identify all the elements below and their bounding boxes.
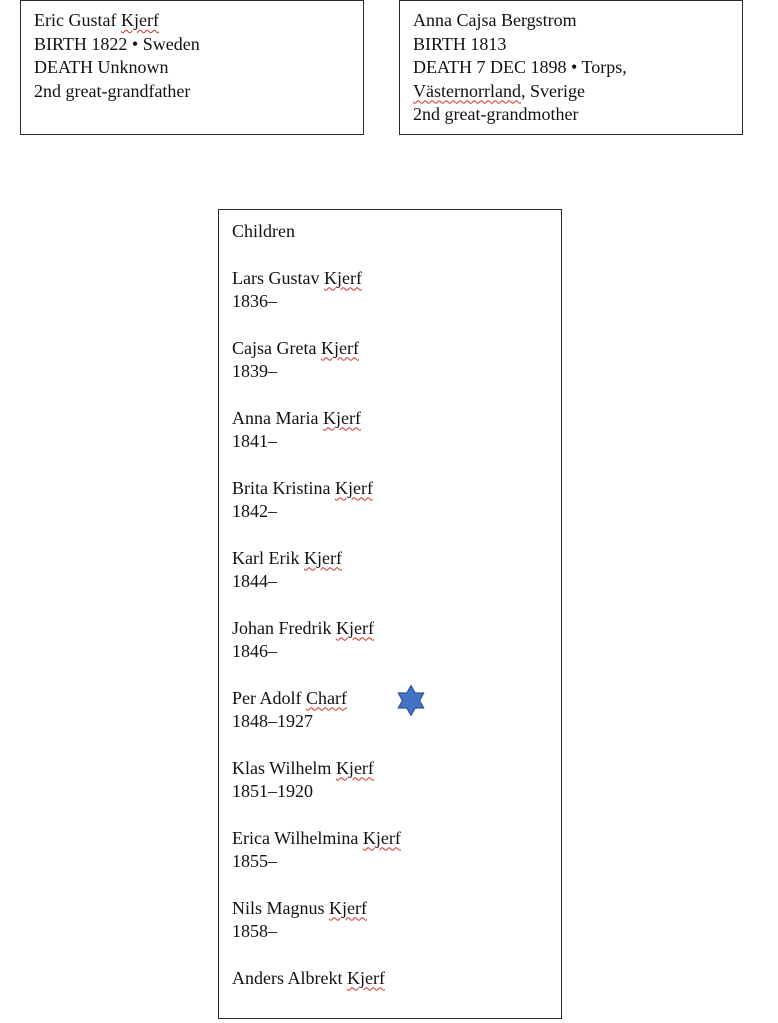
child-years: 1842– [232, 501, 277, 521]
child-years: 1844– [232, 571, 277, 591]
child-surname: Kjerf [323, 267, 362, 288]
children-list [232, 267, 561, 991]
child-years: 1851–1920 [232, 781, 313, 801]
mother-card [399, 0, 743, 135]
child-name [232, 477, 561, 501]
child-item [232, 897, 561, 944]
child-surname: Kjerf [346, 967, 385, 988]
star-of-david-icon [394, 684, 428, 718]
child-item [232, 827, 561, 874]
child-name [232, 617, 561, 641]
child-name [232, 407, 561, 431]
mother-death-region: Västernorrland [413, 80, 521, 101]
child-years: 1836– [232, 291, 277, 311]
child-first-name: Erica Wilhelmina [232, 827, 359, 848]
child-item [232, 477, 561, 524]
child-first-name: Brita Kristina [232, 477, 331, 498]
children-card [218, 209, 562, 1019]
child-surname: Kjerf [320, 337, 359, 358]
child-name [232, 547, 561, 571]
mother-death-country: , Sverige [520, 80, 585, 101]
child-name [232, 897, 561, 921]
child-surname: Kjerf [335, 757, 374, 778]
child-first-name: Karl Erik [232, 547, 300, 568]
child-item [232, 757, 561, 804]
mother-death-place [413, 80, 742, 104]
father-name [34, 9, 363, 33]
mother-relation: 2nd great-grandmother [413, 104, 579, 124]
child-surname: Kjerf [334, 477, 373, 498]
child-years: 1846– [232, 641, 277, 661]
father-first-name: Eric Gustaf [34, 10, 117, 30]
child-item [232, 407, 561, 454]
mother-birth: BIRTH 1813 [413, 33, 507, 54]
child-surname: Kjerf [322, 407, 361, 428]
child-surname: Charf [306, 687, 347, 708]
child-item [232, 547, 561, 594]
child-years: 1841– [232, 431, 277, 451]
children-heading: Children [232, 221, 295, 241]
child-name [232, 827, 561, 851]
child-surname: Kjerf [303, 547, 342, 568]
mother-death: DEATH 7 DEC 1898 • Torps, [413, 57, 627, 77]
father-surname: Kjerf [120, 10, 159, 30]
father-card [20, 0, 364, 135]
child-first-name: Lars Gustav [232, 267, 320, 288]
child-first-name: Nils Magnus [232, 897, 325, 918]
child-name [232, 337, 561, 361]
mother-name: Anna Cajsa Bergstrom [413, 10, 577, 30]
child-first-name: Anders Albrekt [232, 967, 343, 988]
child-item [232, 617, 561, 664]
child-name [232, 757, 561, 781]
father-relation: 2nd great-grandfather [34, 80, 191, 101]
child-first-name: Klas Wilhelm [232, 757, 332, 778]
child-first-name: Johan Fredrik [232, 617, 332, 638]
child-first-name: Anna Maria [232, 407, 319, 428]
child-years: 1858– [232, 921, 277, 941]
child-name [232, 267, 561, 291]
child-item [232, 967, 561, 991]
child-years: 1855– [232, 851, 277, 871]
child-surname: Kjerf [362, 827, 401, 848]
child-first-name: Per Adolf [232, 687, 302, 708]
child-surname: Kjerf [335, 617, 374, 638]
child-years: 1848–1927 [232, 711, 313, 731]
child-first-name: Cajsa Greta [232, 337, 317, 358]
child-surname: Kjerf [329, 897, 367, 918]
child-item [232, 337, 561, 384]
father-birth: BIRTH 1822 • Sweden [34, 33, 200, 54]
child-name [232, 967, 561, 991]
child-years: 1839– [232, 361, 277, 381]
father-death: DEATH Unknown [34, 57, 169, 77]
child-item [232, 267, 561, 314]
